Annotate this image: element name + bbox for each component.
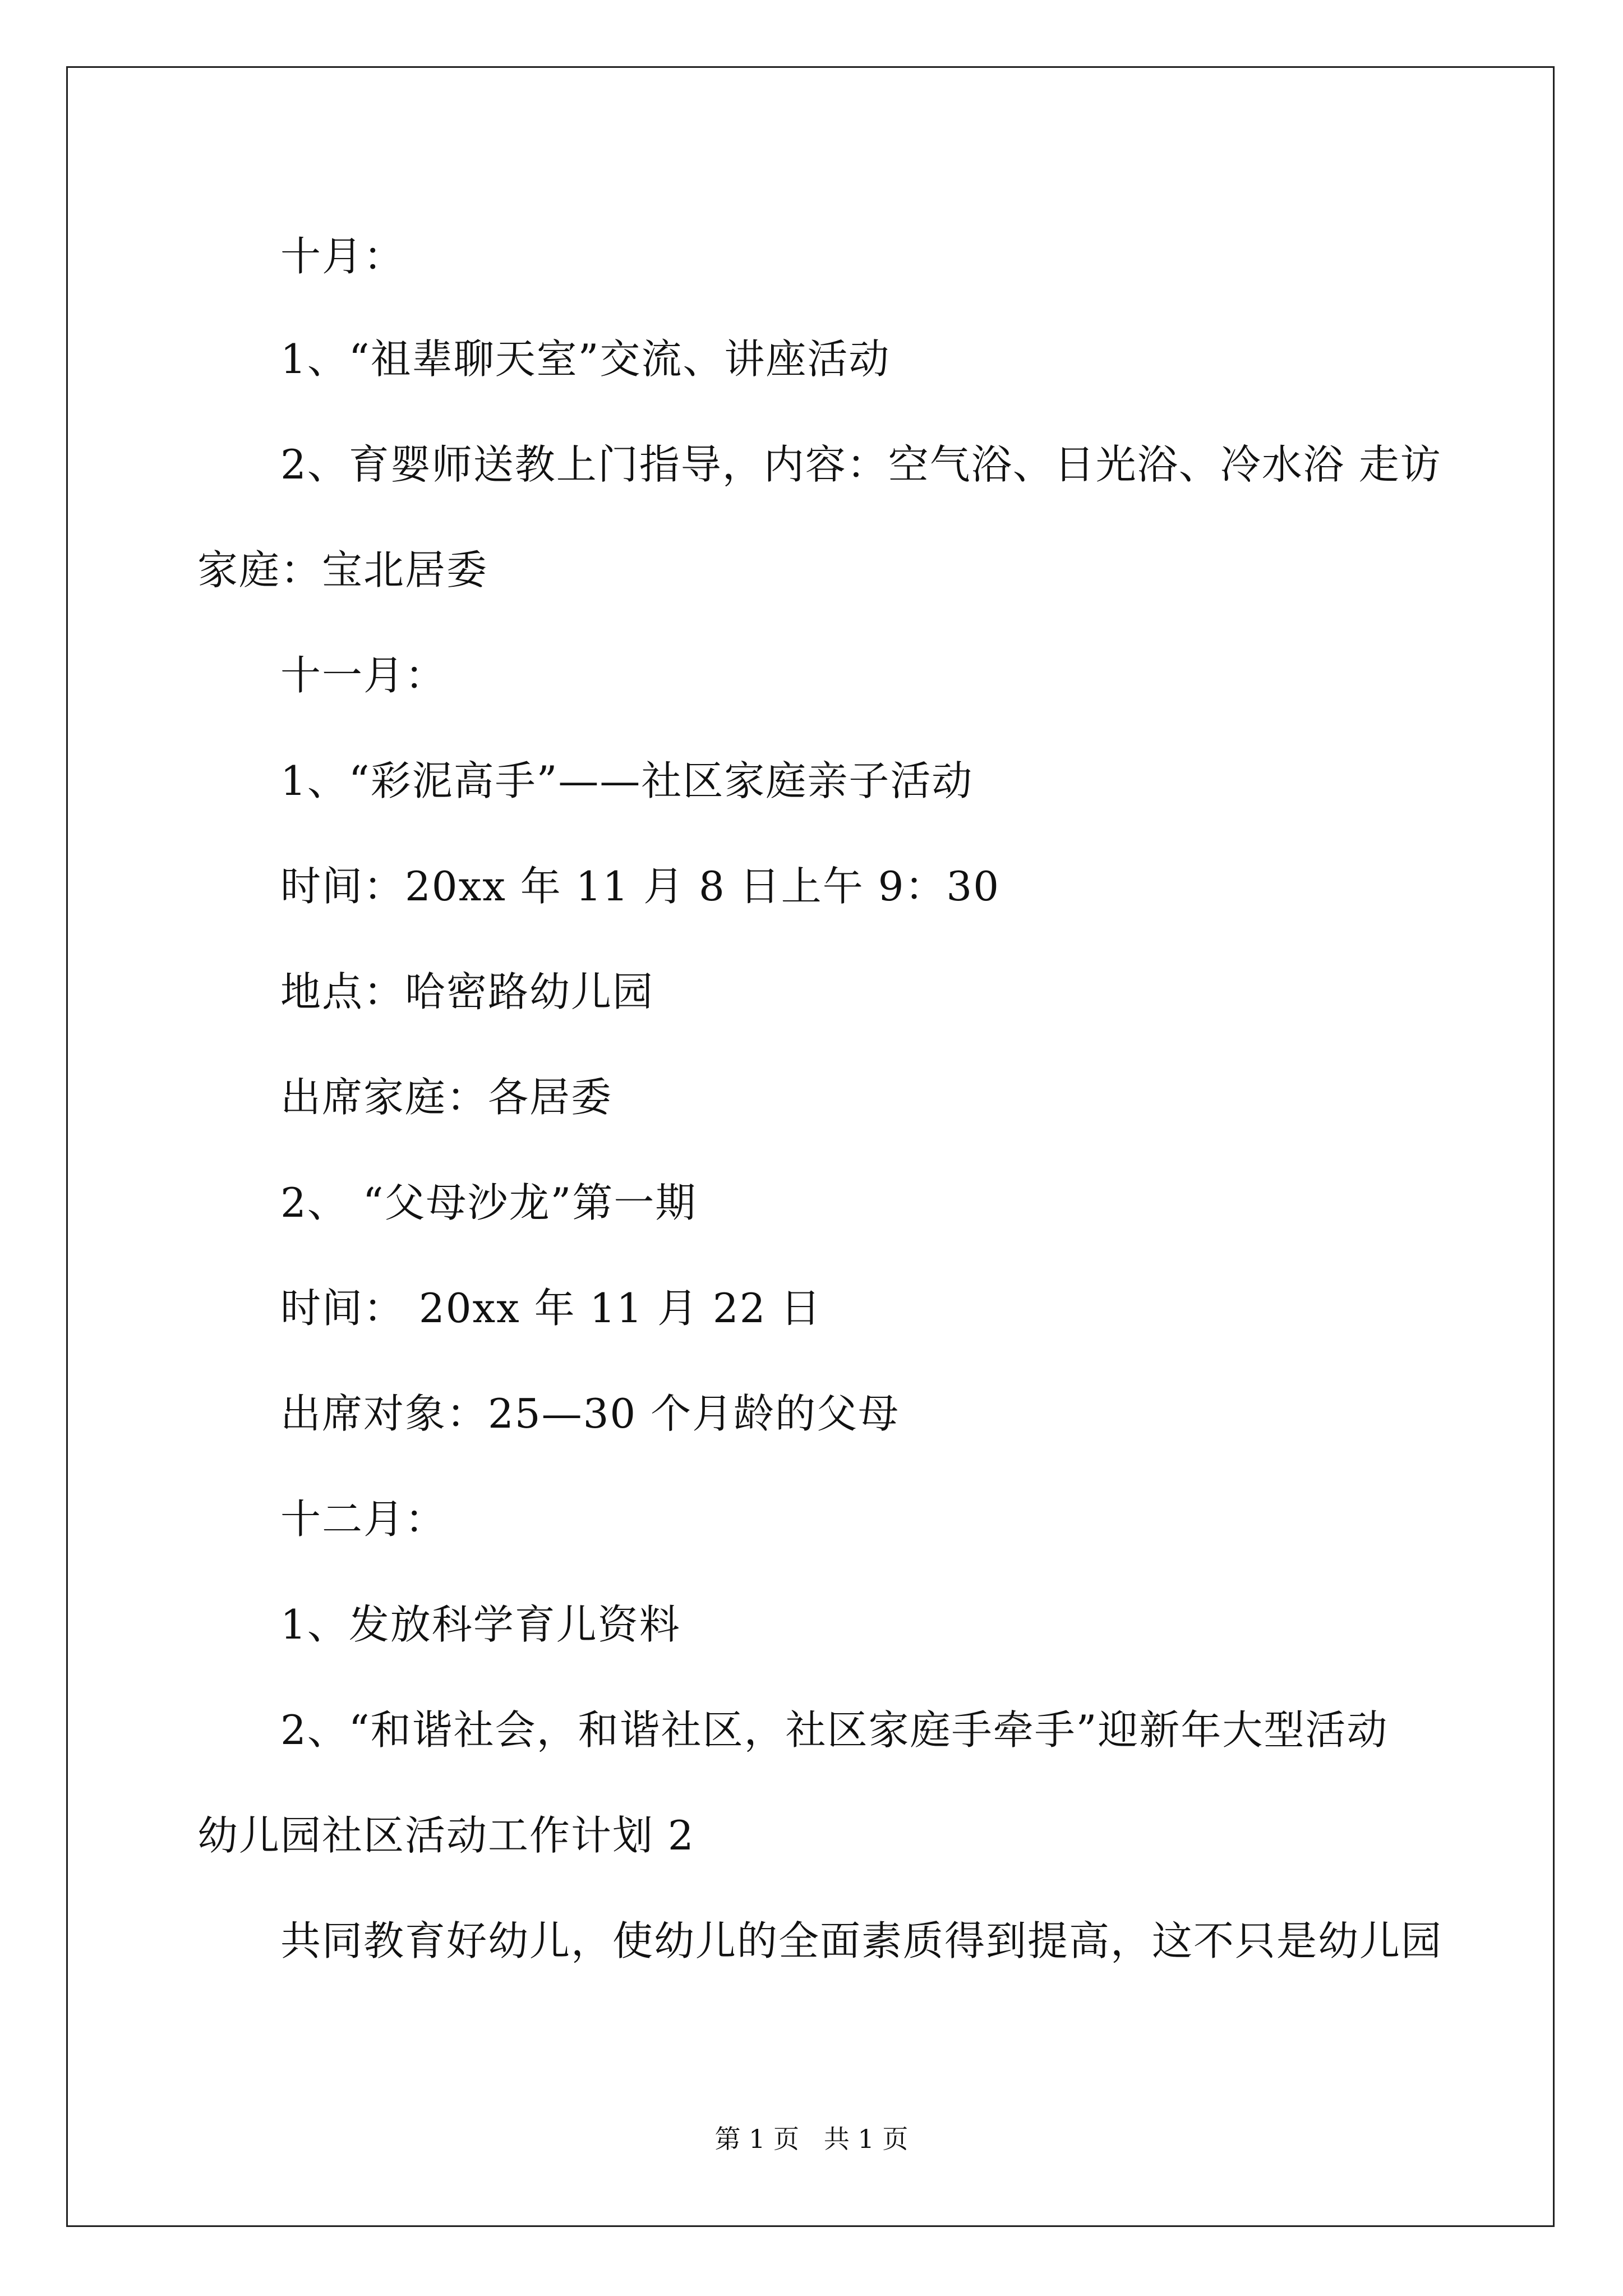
- paragraph-line: 出席对象：25—30 个月龄的父母: [280, 1390, 900, 1437]
- heading-october: 十月：: [280, 233, 405, 280]
- paragraph-line: 时间： 20xx 年 11 月 22 日: [280, 1285, 822, 1332]
- section-title: 幼儿园社区活动工作计划 2: [197, 1812, 695, 1859]
- paragraph-line: 1、“彩泥高手”——社区家庭亲子活动: [280, 757, 974, 804]
- page-footer: 第 1 页 共 1 页: [714, 2124, 909, 2154]
- paragraph-line: 1、发放科学育儿资料: [280, 1601, 681, 1648]
- paragraph-line: 1、“祖辈聊天室”交流、讲座活动: [280, 335, 891, 383]
- paragraph-line: 2、“和谐社会，和谐社区，社区家庭手牵手”迎新年大型活动: [280, 1706, 1389, 1754]
- paragraph-line: 时间：20xx 年 11 月 8 日上午 9：30: [280, 863, 1000, 910]
- paragraph-line: 2、育婴师送教上门指导，内容：空气浴、日光浴、冷水浴 走访: [280, 441, 1442, 488]
- paragraph-line: 共同教育好幼儿，使幼儿的全面素质得到提高，这不只是幼儿园: [280, 1917, 1443, 1964]
- heading-november: 十一月：: [280, 652, 447, 699]
- paragraph-line: 地点：哈密路幼儿园: [280, 968, 654, 1015]
- paragraph-line: 家庭：宝北居委: [197, 546, 488, 593]
- paragraph-line: 出席家庭：各居委: [280, 1074, 613, 1121]
- paragraph-line: 2、 “父母沙龙”第一期: [280, 1179, 697, 1226]
- heading-december: 十二月：: [280, 1496, 447, 1543]
- page-border: [66, 66, 1555, 2227]
